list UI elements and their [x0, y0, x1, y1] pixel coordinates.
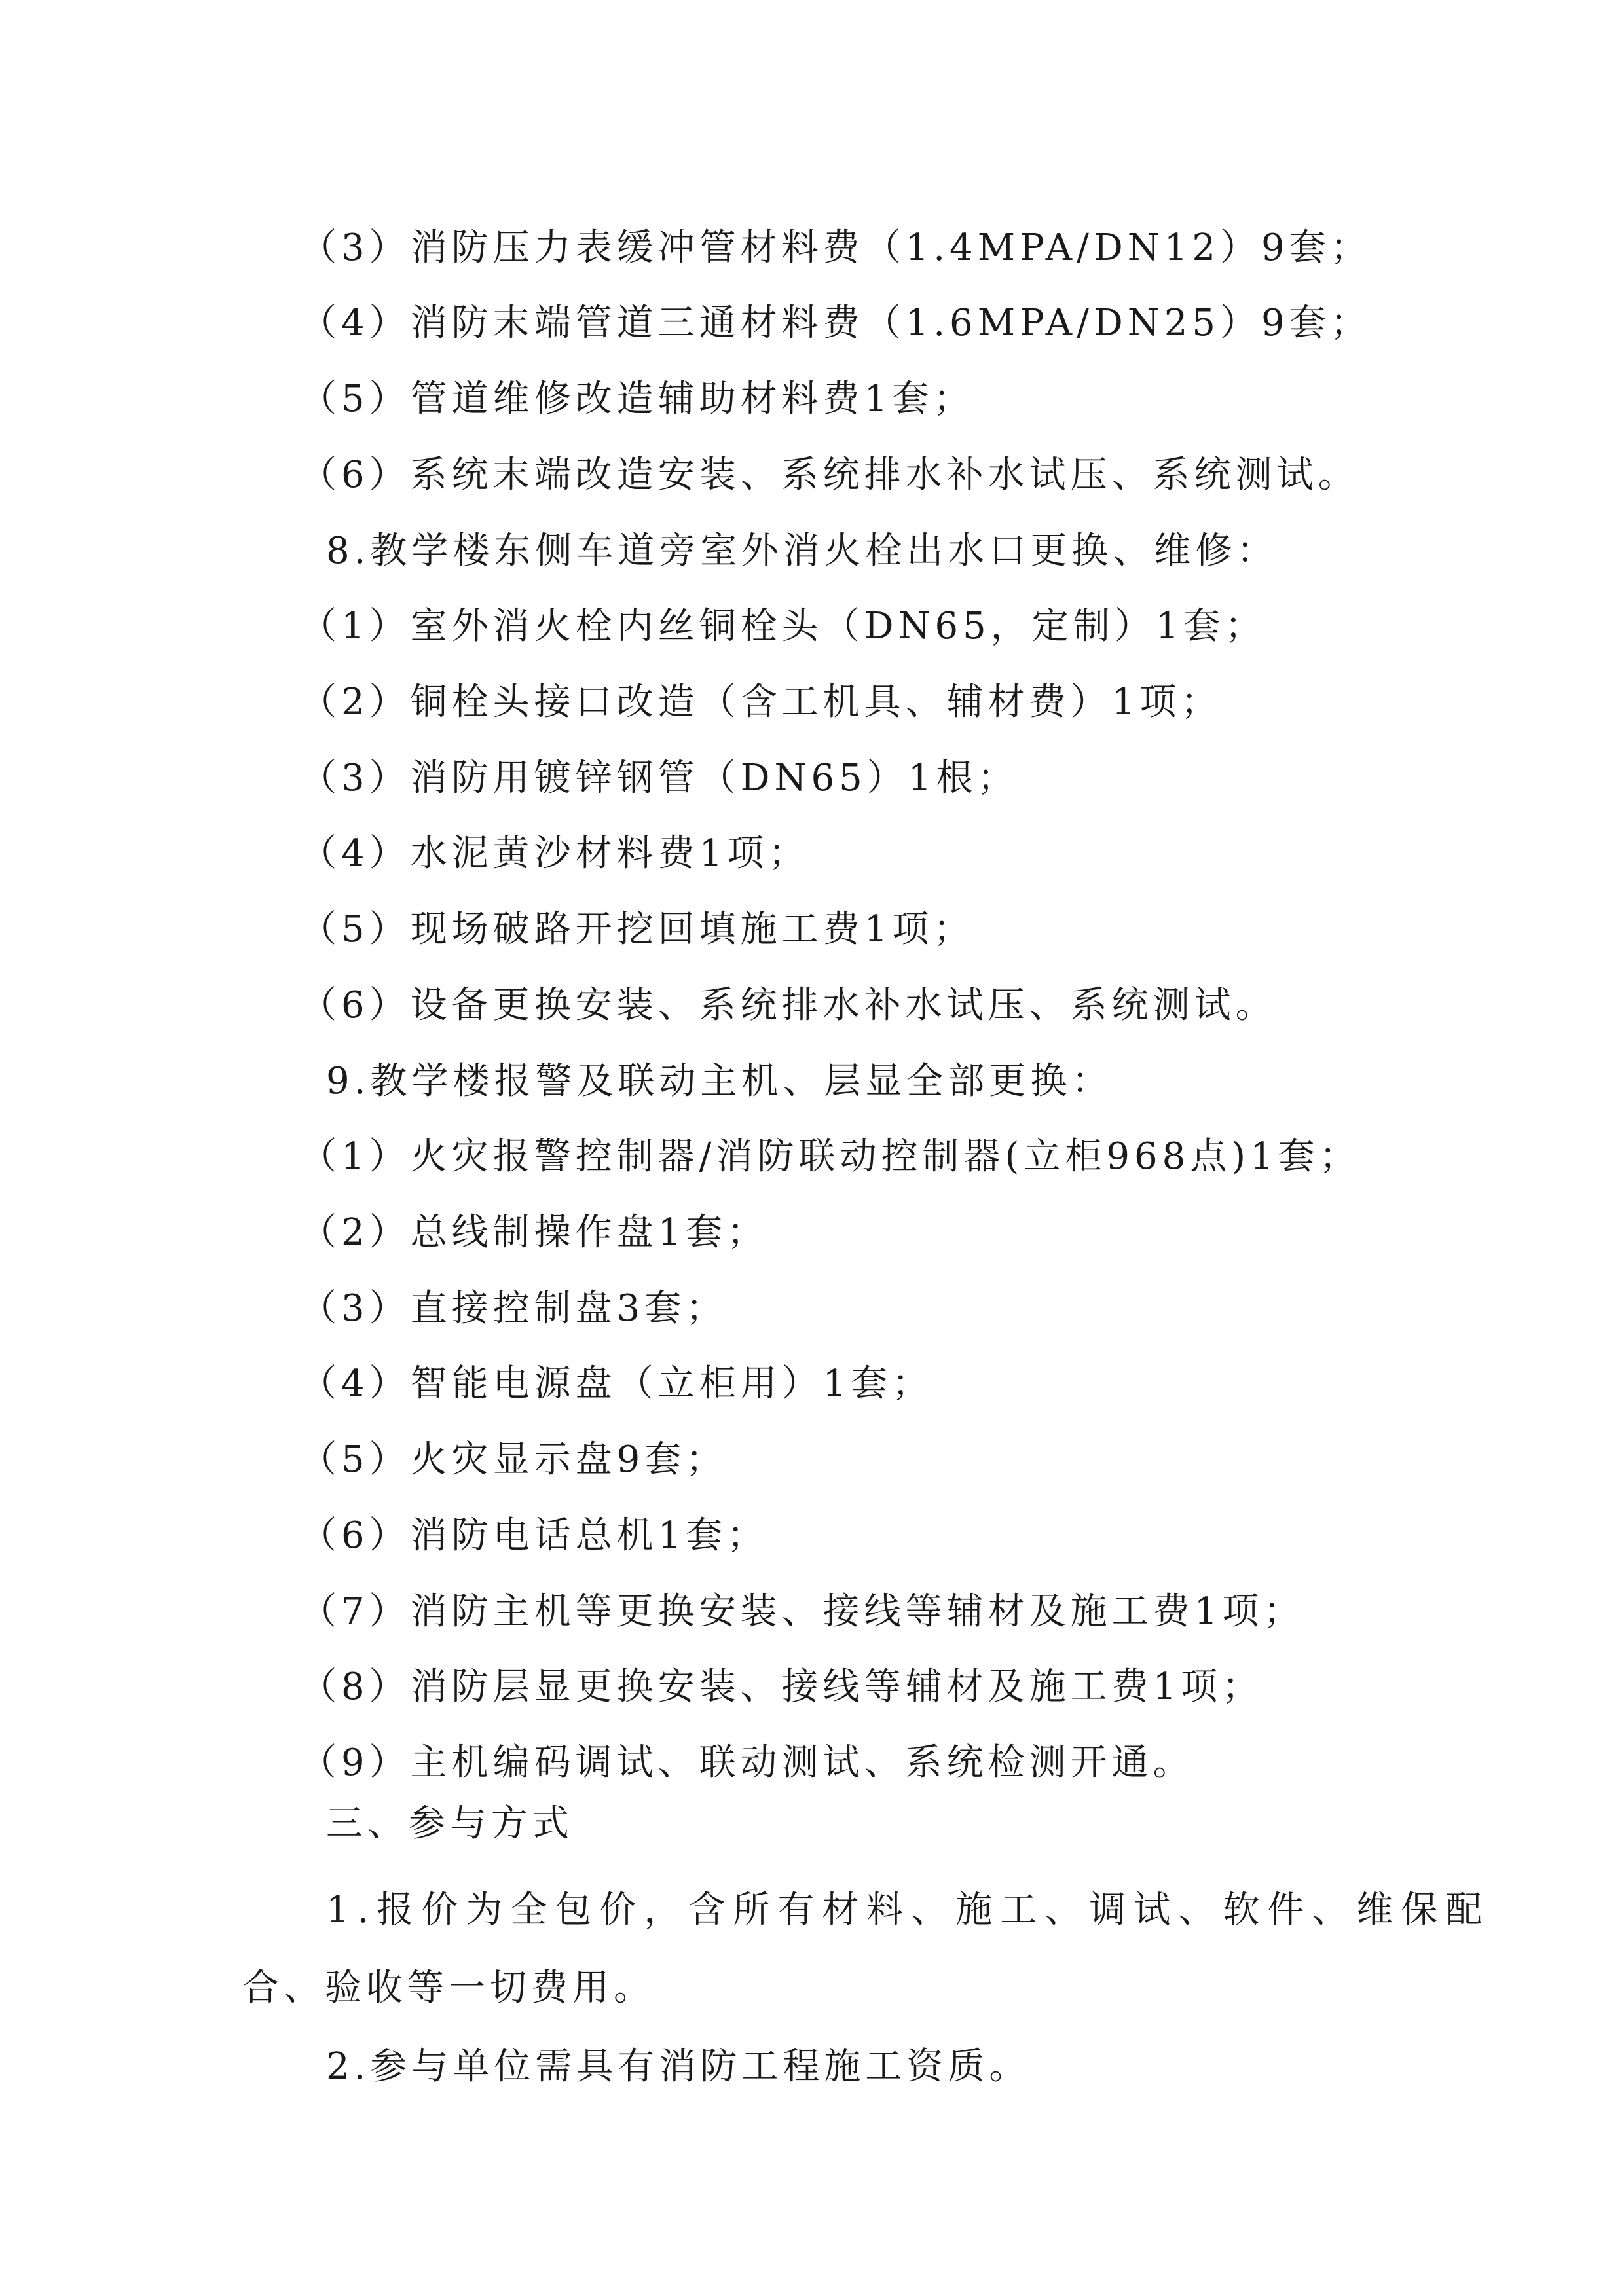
list-item: （7）消防主机等更换安装、接线等辅材及施工费1项； [300, 1590, 1305, 1633]
list-item: （4）水泥黄沙材料费1项； [300, 832, 810, 875]
list-item: （1）室外消火栓内丝铜栓头（DN65，定制）1套； [300, 605, 1266, 647]
paragraph-line: 2.参与单位需具有消防工程施工资质。 [326, 2045, 1031, 2088]
list-item: （8）消防层显更换安装、接线等辅材及施工费1项； [300, 1666, 1264, 1708]
paragraph-line: 1.报价为全包价，含所有材料、施工、调试、软件、维保配 [326, 1889, 1490, 1931]
list-item: （6）设备更换安装、系统排水补水试压、系统测试。 [300, 984, 1277, 1027]
list-item: （3）消防用镀锌钢管（DN65）1根； [300, 757, 1019, 799]
list-item: （1）火灾报警控制器/消防联动控制器(立柜968点)1套； [300, 1135, 1361, 1178]
list-item: （5）管道维修改造辅助材料费1套； [300, 378, 975, 420]
list-item: （5）现场破路开挖回填施工费1项； [300, 908, 975, 951]
list-item: （3）直接控制盘3套； [300, 1287, 728, 1330]
list-item: （4）消防末端管道三通材料费（1.6MPA/DN25）9套； [300, 302, 1372, 344]
list-item: （3）消防压力表缓冲管材料费（1.4MPA/DN12）9套； [300, 227, 1372, 269]
section-heading: 9.教学楼报警及联动主机、层显全部更换： [326, 1060, 1113, 1102]
list-item: （9）主机编码调试、联动测试、系统检测开通。 [300, 1741, 1194, 1784]
list-item: （4）智能电源盘（立柜用）1套； [300, 1362, 934, 1405]
section-heading: 8.教学楼东侧车道旁室外消火栓出水口更换、维修： [326, 530, 1278, 572]
list-item: （6）系统末端改造安装、系统排水补水试压、系统测试。 [300, 454, 1359, 496]
list-item: （6）消防电话总机1套； [300, 1514, 769, 1557]
list-item: （2）总线制操作盘1套； [300, 1211, 769, 1254]
paragraph-line: 合、验收等一切费用。 [242, 1967, 655, 2009]
list-item: （2）铜栓头接口改造（含工机具、辅材费）1项； [300, 681, 1223, 723]
list-item: （5）火灾显示盘9套； [300, 1438, 728, 1481]
section-heading: 三、参与方式 [326, 1802, 574, 1845]
